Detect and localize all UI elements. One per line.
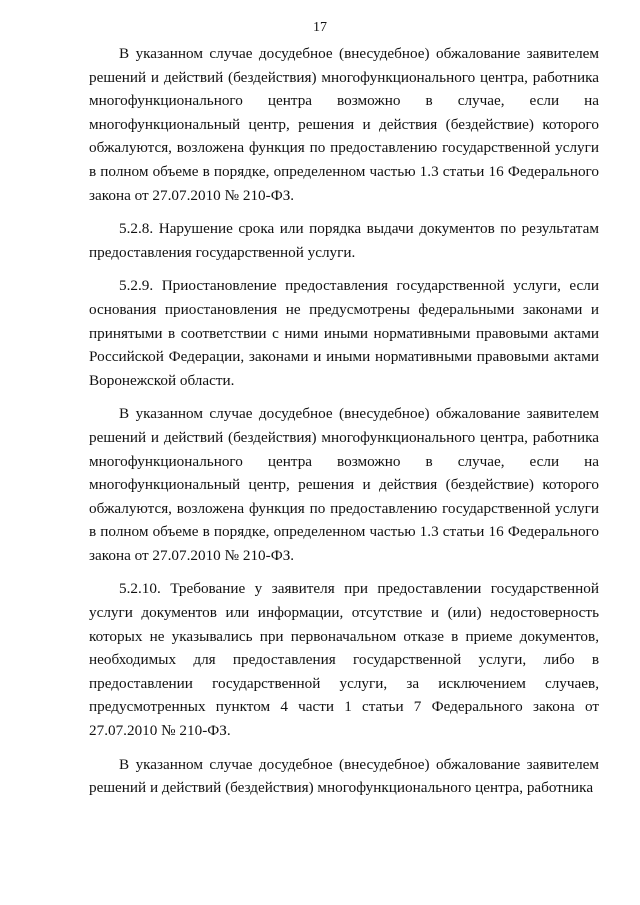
paragraph-5-2-9: 5.2.9. Приостановление предоставления государственной услуги, если основания приостановления не предусмотрены федеральными законами и принятыми в соответствии с ними иными нормативными правовыми актами Российской Федерации, законами и иными нормативными правовыми актами Воронежской области. (89, 277, 599, 389)
paragraph-mfc-appeal-2: В указанном случае досудебное (внесудебное) обжалование заявителем решений и действий (бездействия) многофункционального центра, работника многофункционального центра возможно в случае, если на многофункциональный центр, решения и действия (бездействие) которого обжалуются, возложена функция по предоставлению государственной услуги в полном объеме в порядке, определенном частью 1.3 статьи 16 Федерального закона от 27.07.2010 № 210-ФЗ. (89, 405, 599, 564)
paragraph-mfc-appeal-3: В указанном случае досудебное (внесудебное) обжалование заявителем решений и действий (бездействия) многофункционального центра, работника (89, 755, 599, 797)
paragraph-mfc-appeal-1: В указанном случае досудебное (внесудебное) обжалование заявителем решений и действий (бездействия) многофункционального центра, работника многофункционального центра возможно в случае, если на многофункциональный центр, решения и действия (бездействие) которого обжалуются, возложена функция по предоставлению государственной услуги в полном объеме в порядке, определенном частью 1.3 статьи 16 Федерального закона от 27.07.2010 № 210-ФЗ. (89, 45, 599, 204)
paragraph-5-2-8: 5.2.8. Нарушение срока или порядка выдачи документов по результатам предоставления государственной услуги. (89, 220, 599, 261)
paragraph-5-2-10: 5.2.10. Требование у заявителя при предоставлении государственной услуги документов или информации, отсутствие и (или) недостоверность которых не указывались при первоначальном отказе в приеме документов, необходимых для предоставления государственной услуги, либо в предоставлении государственной услуги, за исключением случаев, предусмотренных пунктом 4 части 1 статьи 7 Федерального закона от 27.07.2010 № 210-ФЗ. (89, 580, 599, 740)
document-body (89, 42, 599, 800)
page-number: 17 (313, 20, 327, 35)
